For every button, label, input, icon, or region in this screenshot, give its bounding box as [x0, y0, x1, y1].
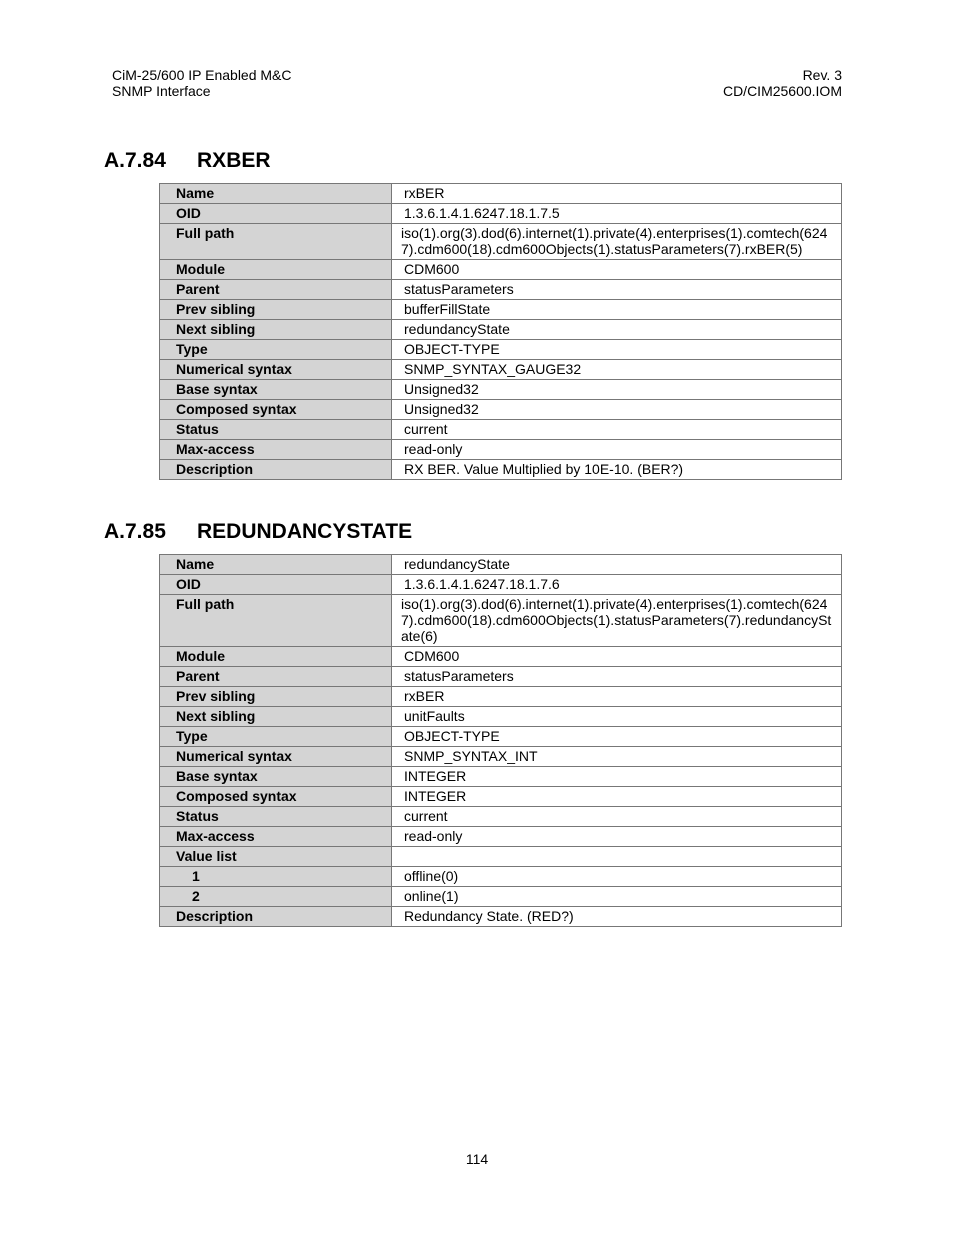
- row-label: Base syntax: [160, 380, 392, 400]
- row-label: Next sibling: [160, 707, 392, 727]
- row-value: read-only: [392, 827, 842, 847]
- section-title-prefix: RX: [197, 149, 227, 172]
- table-row: [160, 280, 842, 300]
- row-label: Name: [160, 555, 392, 575]
- row-value: OBJECT-TYPE: [392, 340, 842, 360]
- row-value: INTEGER: [392, 787, 842, 807]
- table-row: [160, 380, 842, 400]
- section-number: A.7.85: [104, 520, 166, 543]
- row-label: Status: [160, 420, 392, 440]
- row-label: Full path: [160, 595, 392, 647]
- table-row: [160, 647, 842, 667]
- table-row: [160, 727, 842, 747]
- row-value: current: [392, 420, 842, 440]
- row-value: online(1): [392, 887, 842, 907]
- row-label: Name: [160, 184, 392, 204]
- row-label: Value list: [160, 847, 392, 867]
- rxber-property-table: [159, 183, 842, 480]
- row-value: bufferFillState: [392, 300, 842, 320]
- table-row: [160, 575, 842, 595]
- table-row: [160, 224, 842, 260]
- row-value: SNMP_SYNTAX_GAUGE32: [392, 360, 842, 380]
- table-row: [160, 767, 842, 787]
- row-value: CDM600: [392, 260, 842, 280]
- running-header-right: [723, 67, 842, 99]
- document-code: CD/CIM25600.IOM: [722, 83, 842, 99]
- section-number: A.7.84: [104, 149, 166, 172]
- row-value-full-path: iso(1).org(3).dod(6).internet(1).private(4).enterprises(1).comtech(6247).cdm600(18).cdm600Objects(1).statusParameters(7).redundancyState(6): [392, 595, 842, 647]
- section-heading-redundancystate: [104, 520, 412, 544]
- row-label: Composed syntax: [160, 787, 392, 807]
- row-label: Numerical syntax: [160, 747, 392, 767]
- row-value: CDM600: [392, 647, 842, 667]
- row-label: Prev sibling: [160, 687, 392, 707]
- section-title-prefix: REDUNDANCY: [197, 520, 347, 543]
- row-label: Module: [160, 647, 392, 667]
- section-title-rest: BER: [226, 149, 271, 172]
- table-row: [160, 360, 842, 380]
- table-row: [160, 807, 842, 827]
- table-row: [160, 300, 842, 320]
- row-label: Max-access: [160, 827, 392, 847]
- row-value: rxBER: [392, 184, 842, 204]
- row-value: redundancyState: [392, 320, 842, 340]
- table-row: [160, 260, 842, 280]
- table-row: [160, 340, 842, 360]
- document-title: CiM-25/600 IP Enabled M&C: [112, 67, 292, 83]
- running-header-left: [112, 67, 292, 99]
- row-label: Description: [160, 907, 392, 927]
- table-row: [160, 184, 842, 204]
- table-row: [160, 827, 842, 847]
- row-value: 1.3.6.1.4.1.6247.18.1.7.6: [392, 575, 842, 595]
- row-label: Module: [160, 260, 392, 280]
- row-label-value-index: 1: [160, 867, 392, 887]
- row-label: Prev sibling: [160, 300, 392, 320]
- row-value: [392, 847, 842, 867]
- section-title-capital: S: [346, 520, 361, 543]
- row-label: Type: [160, 727, 392, 747]
- section-heading-rxber: [104, 149, 271, 173]
- row-value: 1.3.6.1.4.1.6247.18.1.7.5: [392, 204, 842, 224]
- row-label: Description: [160, 460, 392, 480]
- row-value: unitFaults: [392, 707, 842, 727]
- row-label: Full path: [160, 224, 392, 260]
- table-row: [160, 707, 842, 727]
- row-value: RX BER. Value Multiplied by 10E-10. (BER?): [392, 460, 842, 480]
- table-row: [160, 204, 842, 224]
- table-row: [160, 747, 842, 767]
- row-label: Parent: [160, 667, 392, 687]
- table-row: [160, 595, 842, 647]
- row-value: rxBER: [392, 687, 842, 707]
- row-label: Type: [160, 340, 392, 360]
- revision-label: Rev. 3: [802, 67, 842, 83]
- row-label: Next sibling: [160, 320, 392, 340]
- table-row: [160, 320, 842, 340]
- row-label: Status: [160, 807, 392, 827]
- row-value: OBJECT-TYPE: [392, 727, 842, 747]
- table-row: [160, 400, 842, 420]
- row-value: statusParameters: [392, 280, 842, 300]
- redundancystate-property-table: [159, 554, 842, 927]
- table-row: [160, 687, 842, 707]
- row-value: redundancyState: [392, 555, 842, 575]
- table-row: [160, 555, 842, 575]
- table-row: [160, 847, 842, 867]
- table-row: [160, 787, 842, 807]
- table-row: [160, 667, 842, 687]
- table-row: [160, 887, 842, 907]
- row-label: Composed syntax: [160, 400, 392, 420]
- table-row: [160, 460, 842, 480]
- table-row: [160, 440, 842, 460]
- row-label: Max-access: [160, 440, 392, 460]
- table-row: [160, 420, 842, 440]
- row-value: SNMP_SYNTAX_INT: [392, 747, 842, 767]
- table-row: [160, 867, 842, 887]
- row-label: OID: [160, 204, 392, 224]
- row-value: INTEGER: [392, 767, 842, 787]
- row-label: Parent: [160, 280, 392, 300]
- table-row: [160, 907, 842, 927]
- row-value: Unsigned32: [392, 400, 842, 420]
- row-value: offline(0): [392, 867, 842, 887]
- row-value: Unsigned32: [392, 380, 842, 400]
- row-label: Numerical syntax: [160, 360, 392, 380]
- section-title-rest: TATE: [360, 520, 413, 543]
- document-subtitle: SNMP Interface: [112, 83, 211, 99]
- row-value: Redundancy State. (RED?): [392, 907, 842, 927]
- row-label: Base syntax: [160, 767, 392, 787]
- row-value: read-only: [392, 440, 842, 460]
- row-value: statusParameters: [392, 667, 842, 687]
- row-label: OID: [160, 575, 392, 595]
- row-label-value-index: 2: [160, 887, 392, 907]
- row-value: current: [392, 807, 842, 827]
- row-value-full-path: iso(1).org(3).dod(6).internet(1).private(4).enterprises(1).comtech(6247).cdm600(18).cdm600Objects(1).statusParameters(7).rxBER(5): [392, 224, 842, 260]
- page-number: 114: [465, 1151, 489, 1167]
